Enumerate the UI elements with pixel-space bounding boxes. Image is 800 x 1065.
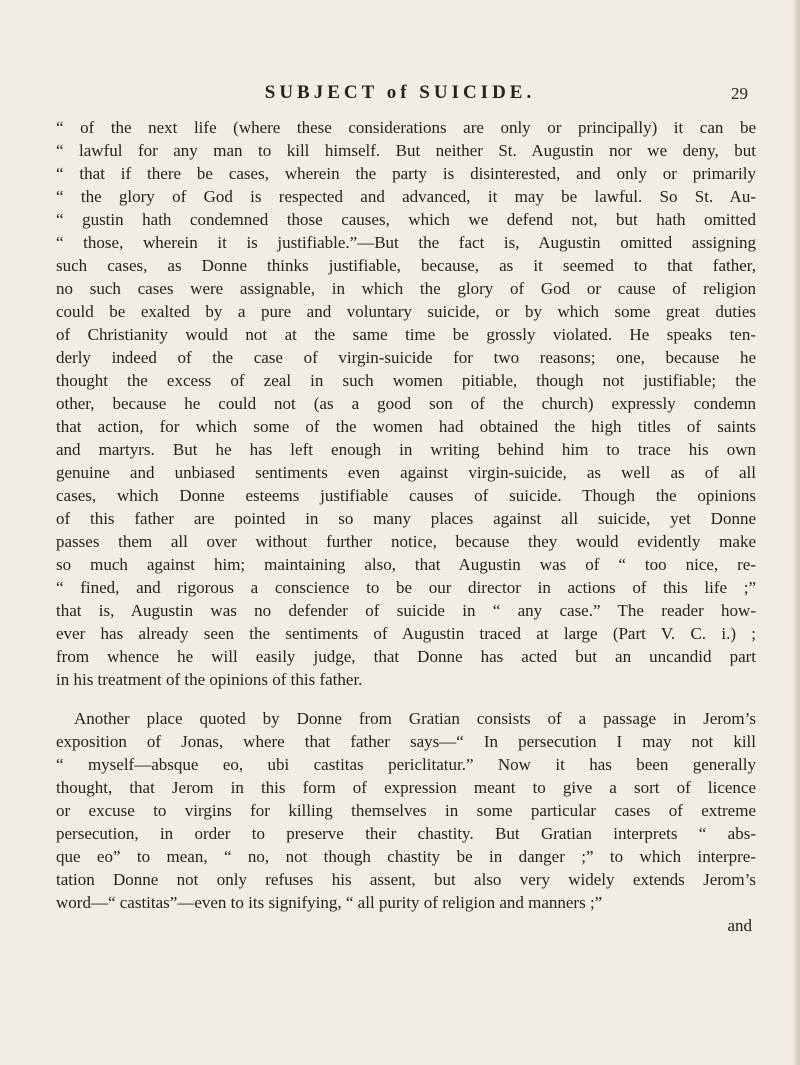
text-line: “ fined, and rigorous a conscience to be our director in actions of this life ;” xyxy=(56,578,756,597)
text-line: derly indeed of the case of virgin-suicide for two reasons; one, because he xyxy=(56,348,756,367)
paragraph-1 xyxy=(56,116,756,691)
body-text xyxy=(56,116,756,937)
text-line: persecution, in order to preserve their chastity. But Gratian interprets “ abs- xyxy=(56,824,756,843)
text-line: no such cases were assignable, in which the glory of God or cause of religion xyxy=(56,279,756,298)
text-line: and martyrs. But he has left enough in writing behind him to trace his own xyxy=(56,440,756,459)
text-line: “ of the next life (where these considerations are only or principally) it can be xyxy=(56,118,756,137)
text-line: that action, for which some of the women had obtained the high titles of saints xyxy=(56,417,756,436)
text-line: exposition of Jonas, where that father says—“ In persecution I may not kill xyxy=(56,732,756,751)
text-line: or excuse to virgins for killing themselves in some particular cases of extreme xyxy=(56,801,756,820)
paragraph-gap xyxy=(56,691,756,707)
text-line: “ lawful for any man to kill himself. But neither St. Augustin nor we deny, but xyxy=(56,141,756,160)
text-line: “ that if there be cases, wherein the party is disinterested, and only or primarily xyxy=(56,164,756,183)
text-line: word—“ castitas”—even to its signifying, “ all purity of religion and manners ;” xyxy=(56,893,603,912)
text-line: so much against him; maintaining also, that Augustin was of “ too nice, re- xyxy=(56,555,756,574)
page-edge xyxy=(794,0,800,1065)
text-line: tation Donne not only refuses his assent, but also very widely extends Jerom’s xyxy=(56,870,756,889)
page-number: 29 xyxy=(731,84,748,103)
text-line: such cases, as Donne thinks justifiable, because, as it seemed to that father, xyxy=(56,256,756,275)
text-line: of Christianity would not at the same time be grossly violated. He speaks ten- xyxy=(56,325,756,344)
text-line: passes them all over without further notice, because they would evidently make xyxy=(56,532,756,551)
text-line: thought, that Jerom in this form of expression meant to give a sort of licence xyxy=(56,778,756,797)
text-line: cases, which Donne esteems justifiable causes of suicide. Though the opinions xyxy=(56,486,756,505)
text-line: ever has already seen the sentiments of Augustin traced at large (Part V. C. i.) ; xyxy=(56,624,756,643)
text-line: genuine and unbiased sentiments even against virgin-suicide, as well as of all xyxy=(56,463,756,482)
paragraph-2 xyxy=(56,707,756,914)
running-head: SUBJECT of SUICIDE. xyxy=(264,82,536,103)
text-line: other, because he could not (as a good son of the church) expressly condemn xyxy=(56,394,756,413)
text-line: could be exalted by a pure and voluntary suicide, or by which some great duties xyxy=(56,302,756,321)
text-line: “ gustin hath condemned those causes, which we defend not, but hath omitted xyxy=(56,210,756,229)
text-line: que eo” to mean, “ no, not though chastity be in danger ;” to which interpre- xyxy=(56,847,756,866)
text-line: “ those, wherein it is justifiable.”—But the fact is, Augustin omitted assigning xyxy=(56,233,756,252)
text-line: in his treatment of the opinions of this father. xyxy=(56,670,363,689)
text-line: thought the excess of zeal in such women pitiable, though not justifiable; the xyxy=(56,371,756,390)
text-line: “ myself—absque eo, ubi castitas periclitatur.” Now it has been generally xyxy=(56,755,756,774)
text-line: that is, Augustin was no defender of suicide in “ any case.” The reader how- xyxy=(56,601,756,620)
text-line: from whence he will easily judge, that Donne has acted but an uncandid part xyxy=(56,647,756,666)
text-line: “ the glory of God is respected and advanced, it may be lawful. So St. Au- xyxy=(56,187,756,206)
page-header xyxy=(0,82,800,108)
text-line: Another place quoted by Donne from Gratian consists of a passage in Jerom’s xyxy=(74,709,756,728)
text-line: of this father are pointed in so many places against all suicide, yet Donne xyxy=(56,509,756,528)
catchword: and xyxy=(727,916,752,935)
